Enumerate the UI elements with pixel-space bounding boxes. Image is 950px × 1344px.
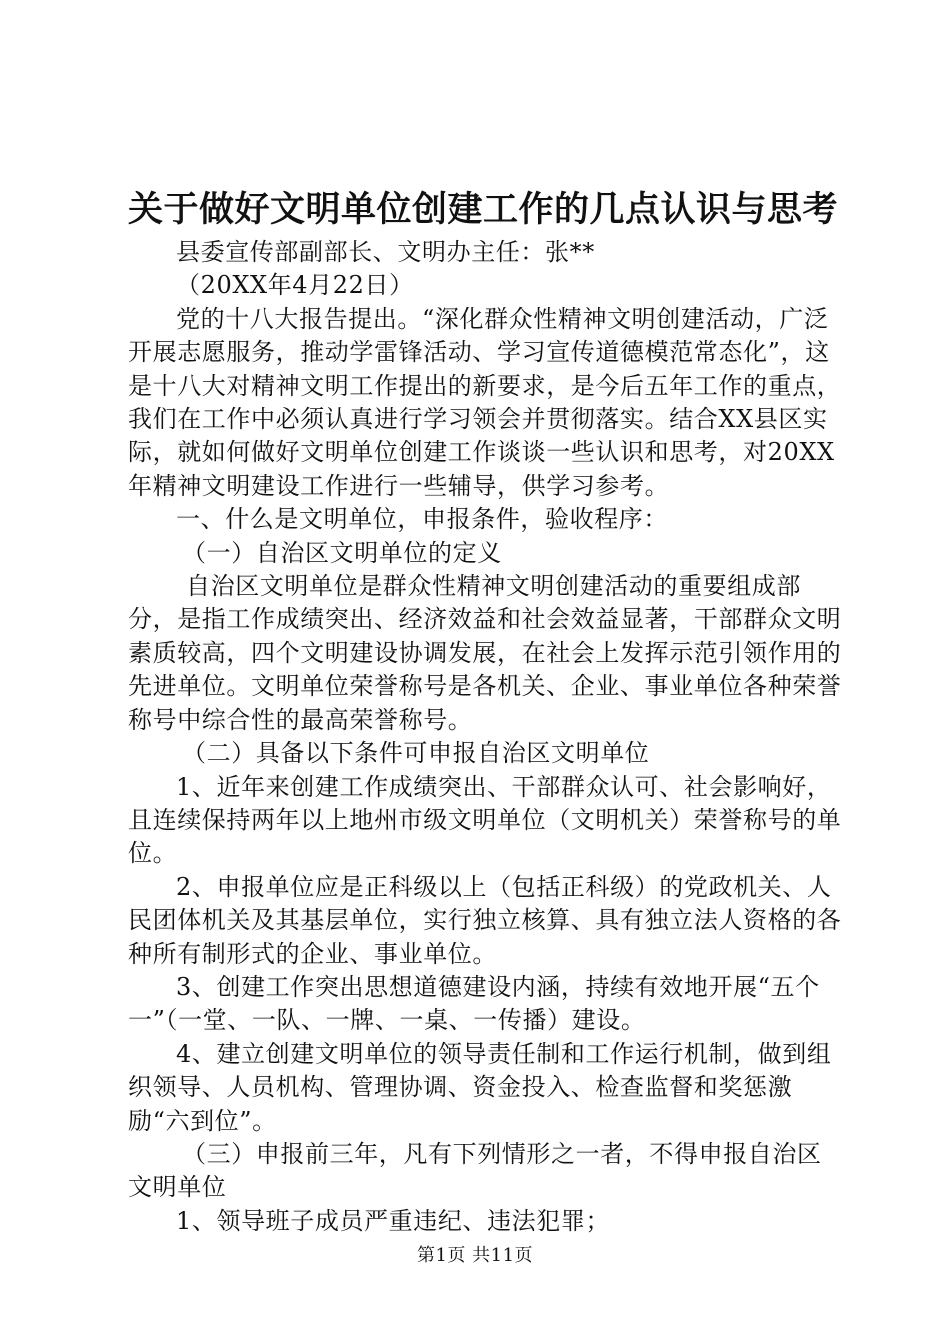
document-title: 关于做好文明单位创建工作的几点认识与思考 [128, 189, 839, 230]
condition-item-3: 3、创建工作突出思想道德建设内涵，持续有效地开展“五个一”（一堂、一队、一牌、一桌、一传播）建设。 [128, 972, 820, 1035]
subsection-heading-2: （二）具备以下条件可申报自治区文明单位 [182, 739, 650, 768]
condition-item-4: 4、建立创建文明单位的领导责任制和工作运行机制，做到组织领导、人员机构、管理协调、资金投入、检查监督和奖惩激励“六到位”。 [128, 1039, 832, 1135]
section-heading-1: 一、什么是文明单位，申报条件，验收程序： [176, 505, 668, 534]
paragraph-intro: 党的十八大报告提出。“深化群众性精神文明创建活动，广泛开展志愿服务，推动学雷锋活动、学习宣传道德模范常态化”，这是十八大对精神文明工作提出的新要求，是今后五年工作的重点，我们在工作中必须认真进行学习领会并贯彻落实。结合XX县区实际，就如何做好文明单位创建工作谈谈一些认识和思考，对20XX年精神文明建设工作进行一些辅导，供学习参考。 [128, 304, 842, 500]
subsection-heading-3: （三）申报前三年，凡有下列情形之一者，不得申报自治区文明单位 [128, 1139, 822, 1202]
page-footer: 第1页 共11页 [416, 1245, 534, 1266]
paragraph-definition: 自治区文明单位是群众性精神文明创建活动的重要组成部分，是指工作成绩突出、经济效益和社会效益显著，干部群众文明素质较高，四个文明建设协调发展，在社会上发挥示范引领作用的先进单位。文明单位荣誉称号是各机关、企业、事业单位各种荣誉称号中综合性的最高荣誉称号。 [128, 572, 842, 734]
document-body [128, 236, 842, 1238]
subsection-heading-1: （一）自治区文明单位的定义 [182, 538, 502, 567]
condition-item-2: 2、申报单位应是正科级以上（包括正科级）的党政机关、人民团体机关及其基层单位，实行独立核算、具有独立法人资格的各种所有制形式的企业、事业单位。 [128, 872, 842, 968]
condition-item-1: 1、近年来创建工作成绩突出、干部群众认可、社会影响好，且连续保持两年以上地州市级文明单位（文明机关）荣誉称号的单位。 [128, 772, 842, 868]
exclusion-item-1: 1、领导班子成员严重违纪、违法犯罪； [176, 1206, 611, 1235]
author-line: 县委宣传部副部长、文明办主任：张** [176, 238, 595, 266]
date-line: （20XX年4月22日） [176, 271, 414, 300]
